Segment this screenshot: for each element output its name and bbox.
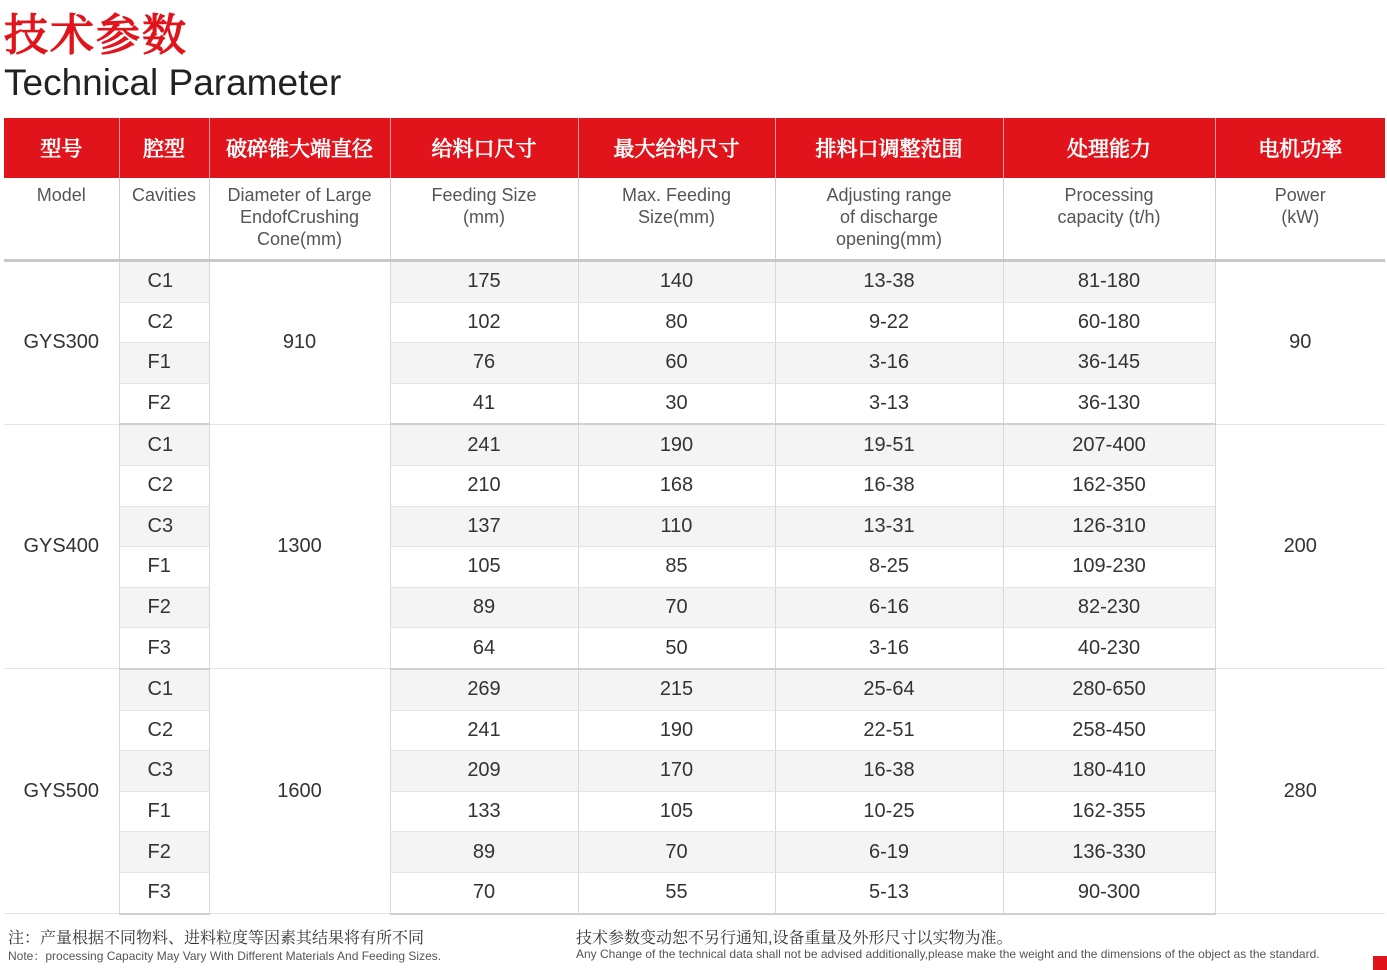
adjusting-range-cell: 3-16: [775, 343, 1003, 384]
feeding-size-cell: 64: [390, 628, 578, 669]
max-feeding-cell: 140: [578, 261, 775, 303]
max-feeding-cell: 110: [578, 506, 775, 547]
model-cell: GYS400: [4, 424, 119, 669]
header-row-cn: [4, 118, 1385, 178]
adjusting-range-cell: 10-25: [775, 791, 1003, 832]
model-cell: GYS300: [4, 261, 119, 425]
adjusting-range-cell: 3-16: [775, 628, 1003, 669]
note-left-cn: 注：产量根据不同物料、进料粒度等因素其结果将有所不同: [8, 930, 425, 947]
capacity-cell: 180-410: [1003, 751, 1215, 792]
page-title-cn: 技术参数: [4, 11, 188, 60]
feeding-size-cell: 89: [390, 587, 578, 628]
cavity-cell: C3: [119, 506, 209, 547]
capacity-cell: 36-130: [1003, 383, 1215, 424]
header-power-cn: 电机功率: [1215, 118, 1385, 178]
feeding-size-cell: 241: [390, 710, 578, 751]
feeding-size-cell: 269: [390, 669, 578, 710]
cavity-cell: F1: [119, 791, 209, 832]
header-capacity-cn: 处理能力: [1003, 118, 1215, 178]
max-feeding-cell: 190: [578, 424, 775, 465]
adjusting-range-cell: 9-22: [775, 302, 1003, 343]
header-capacity-en: Processing capacity (t/h): [1003, 178, 1215, 261]
note-right-cn: 技术参数变动恕不另行通知,设备重量及外形尺寸以实物为准。: [576, 930, 1013, 947]
cavity-cell: F3: [119, 872, 209, 913]
capacity-cell: 81-180: [1003, 261, 1215, 303]
header-row-en: [4, 178, 1385, 261]
capacity-cell: 136-330: [1003, 832, 1215, 873]
max-feeding-cell: 30: [578, 383, 775, 424]
cavity-cell: C1: [119, 424, 209, 465]
table-row: [4, 424, 1385, 465]
adjusting-range-cell: 6-16: [775, 587, 1003, 628]
table-row: [4, 669, 1385, 710]
header-diameter-cn: 破碎锥大端直径: [209, 118, 390, 178]
cavity-cell: F1: [119, 343, 209, 384]
adjusting-range-cell: 19-51: [775, 424, 1003, 465]
adjusting-range-cell: 13-31: [775, 506, 1003, 547]
capacity-cell: 82-230: [1003, 587, 1215, 628]
cavity-cell: C3: [119, 751, 209, 792]
capacity-cell: 280-650: [1003, 669, 1215, 710]
feeding-size-cell: 89: [390, 832, 578, 873]
header-cavities-en: Cavities: [119, 178, 209, 261]
table-body: [4, 261, 1385, 914]
header-cavities-cn: 腔型: [119, 118, 209, 178]
feeding-size-cell: 210: [390, 465, 578, 506]
diameter-cell: 1300: [209, 424, 390, 669]
max-feeding-cell: 85: [578, 547, 775, 588]
max-feeding-cell: 70: [578, 587, 775, 628]
adjusting-range-cell: 16-38: [775, 465, 1003, 506]
adjusting-range-cell: 6-19: [775, 832, 1003, 873]
power-cell: 200: [1215, 424, 1385, 669]
feeding-size-cell: 241: [390, 424, 578, 465]
feeding-size-cell: 70: [390, 872, 578, 913]
cavity-cell: F2: [119, 587, 209, 628]
header-diameter-en: Diameter of Large EndofCrushing Cone(mm): [209, 178, 390, 261]
adjusting-range-cell: 25-64: [775, 669, 1003, 710]
feeding-size-cell: 76: [390, 343, 578, 384]
feeding-size-cell: 209: [390, 751, 578, 792]
feeding-size-cell: 133: [390, 791, 578, 832]
max-feeding-cell: 80: [578, 302, 775, 343]
feeding-size-cell: 41: [390, 383, 578, 424]
header-max-feeding-en: Max. Feeding Size(mm): [578, 178, 775, 261]
note-right-en: Any Change of the technical data shall not be advised additionally,please make the weight and the dimensions of the object as the standard.: [576, 947, 1320, 961]
max-feeding-cell: 168: [578, 465, 775, 506]
technical-parameter-table: [4, 118, 1385, 915]
cavity-cell: F2: [119, 383, 209, 424]
power-cell: 90: [1215, 261, 1385, 425]
capacity-cell: 207-400: [1003, 424, 1215, 465]
capacity-cell: 258-450: [1003, 710, 1215, 751]
cavity-cell: C2: [119, 710, 209, 751]
capacity-cell: 109-230: [1003, 547, 1215, 588]
page-corner-mark: [1373, 956, 1387, 970]
adjusting-range-cell: 8-25: [775, 547, 1003, 588]
feeding-size-cell: 102: [390, 302, 578, 343]
note-left-en: Note：processing Capacity May Vary With Different Materials And Feeding Sizes.: [8, 949, 442, 963]
header-model-cn: 型号: [4, 118, 119, 178]
diameter-cell: 910: [209, 261, 390, 425]
adjusting-range-cell: 3-13: [775, 383, 1003, 424]
cavity-cell: C1: [119, 669, 209, 710]
header-adjusting-range-cn: 排料口调整范围: [775, 118, 1003, 178]
cavity-cell: F1: [119, 547, 209, 588]
capacity-cell: 90-300: [1003, 872, 1215, 913]
cavity-cell: F3: [119, 628, 209, 669]
adjusting-range-cell: 5-13: [775, 872, 1003, 913]
header-power-en: Power (kW): [1215, 178, 1385, 261]
feeding-size-cell: 137: [390, 506, 578, 547]
cavity-cell: C1: [119, 261, 209, 303]
capacity-cell: 36-145: [1003, 343, 1215, 384]
capacity-cell: 40-230: [1003, 628, 1215, 669]
cavity-cell: F2: [119, 832, 209, 873]
max-feeding-cell: 215: [578, 669, 775, 710]
feeding-size-cell: 105: [390, 547, 578, 588]
max-feeding-cell: 50: [578, 628, 775, 669]
capacity-cell: 126-310: [1003, 506, 1215, 547]
header-feeding-size-en: Feeding Size (mm): [390, 178, 578, 261]
header-feeding-size-cn: 给料口尺寸: [390, 118, 578, 178]
adjusting-range-cell: 22-51: [775, 710, 1003, 751]
max-feeding-cell: 70: [578, 832, 775, 873]
adjusting-range-cell: 13-38: [775, 261, 1003, 303]
feeding-size-cell: 175: [390, 261, 578, 303]
header-adjusting-range-en: Adjusting range of discharge opening(mm): [775, 178, 1003, 261]
table-row: [4, 261, 1385, 303]
adjusting-range-cell: 16-38: [775, 751, 1003, 792]
max-feeding-cell: 105: [578, 791, 775, 832]
max-feeding-cell: 55: [578, 872, 775, 913]
cavity-cell: C2: [119, 302, 209, 343]
page-title-en: Technical Parameter: [4, 62, 342, 103]
model-cell: GYS500: [4, 669, 119, 914]
header-max-feeding-cn: 最大给料尺寸: [578, 118, 775, 178]
max-feeding-cell: 60: [578, 343, 775, 384]
capacity-cell: 162-355: [1003, 791, 1215, 832]
power-cell: 280: [1215, 669, 1385, 914]
max-feeding-cell: 170: [578, 751, 775, 792]
capacity-cell: 60-180: [1003, 302, 1215, 343]
cavity-cell: C2: [119, 465, 209, 506]
capacity-cell: 162-350: [1003, 465, 1215, 506]
max-feeding-cell: 190: [578, 710, 775, 751]
header-model-en: Model: [4, 178, 119, 261]
diameter-cell: 1600: [209, 669, 390, 914]
